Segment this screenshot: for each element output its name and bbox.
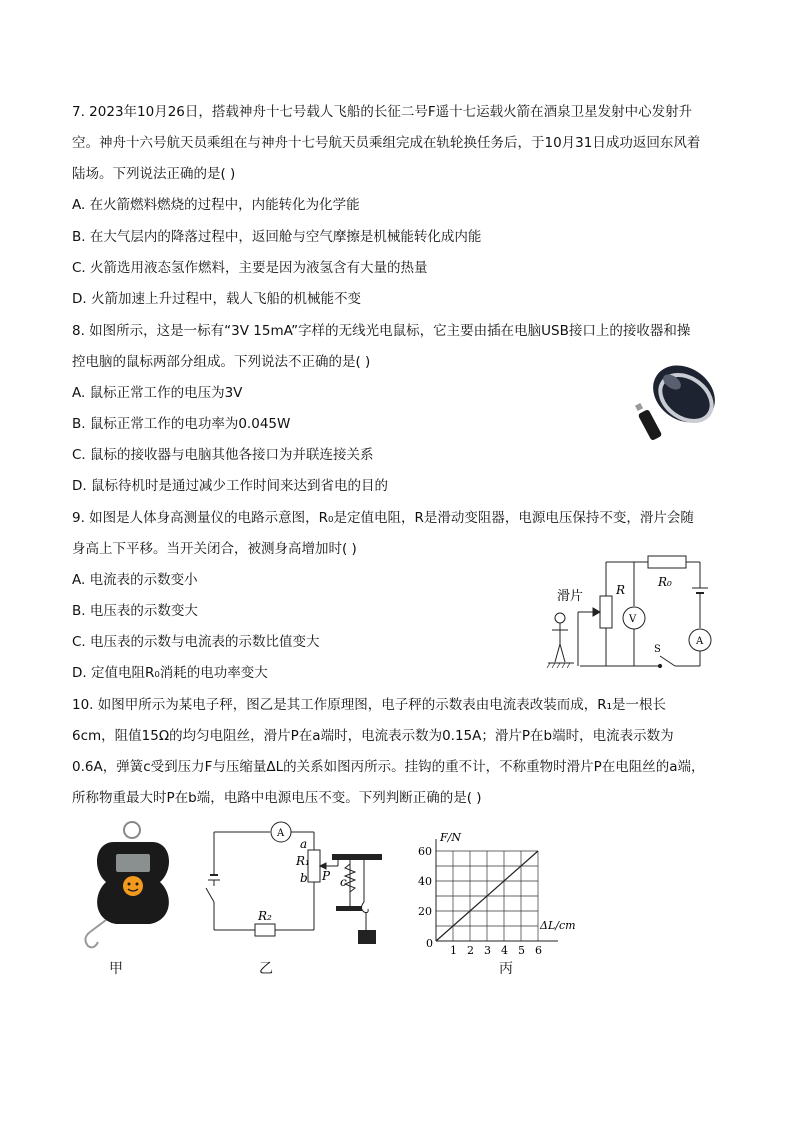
q10-stem-line-3: 0.6A，弹簧c受到压力F与压缩量ΔL的关系如图丙所示。挂钩的重不计，不称重物时滑片P在电阻丝的a端， xyxy=(72,759,705,775)
x-tick-label: 5 xyxy=(518,944,525,955)
q8-option-a: A. 鼠标正常工作的电压为3V xyxy=(72,385,243,401)
x-tick-label: 6 xyxy=(535,944,542,955)
ammeter-label: A xyxy=(696,636,704,647)
caption-bing: 丙 xyxy=(499,961,513,977)
q9-option-a: A. 电流表的示数变小 xyxy=(72,572,198,588)
x-tick-label: 3 xyxy=(484,944,491,955)
q7-stem-line-3: 陆场。下列说法正确的是( ) xyxy=(72,166,236,182)
q8-option-b: B. 鼠标正常工作的电功率为0.045W xyxy=(72,416,291,432)
y-tick-label: 20 xyxy=(418,905,432,918)
q9-option-c: C. 电压表的示数与电流表的示数比值变大 xyxy=(72,634,320,650)
q7-option-c: C. 火箭选用液态氢作燃料，主要是因为液氢含有大量的热量 xyxy=(72,260,428,276)
q9-stem-line-2: 身高上下平移。当开关闭合，被测身高增加时( ) xyxy=(72,541,357,557)
q8-option-c: C. 鼠标的接收器与电脑其他各接口为并联连接关系 xyxy=(72,447,374,463)
c-label: c xyxy=(340,875,347,889)
q7-option-b: B. 在大气层内的降落过程中，返回舱与空气摩擦是机械能转化成内能 xyxy=(72,229,482,245)
q8-option-d: D. 鼠标待机时是通过减少工作时间来达到省电的目的 xyxy=(72,478,388,494)
q8-stem-line-2: 控电脑的鼠标两部分组成。下列说法不正确的是( ) xyxy=(72,354,371,370)
caption-yi: 乙 xyxy=(259,961,273,977)
caption-jia: 甲 xyxy=(109,961,123,977)
y-axis-label: F/N xyxy=(440,831,461,844)
r1-label: R₁ xyxy=(296,854,310,868)
b-end-label: b xyxy=(300,871,308,885)
a-end-label: a xyxy=(300,837,308,851)
x-tick-label: 1 xyxy=(450,944,457,955)
height-meter-circuit xyxy=(530,548,730,678)
y-tick-label: 60 xyxy=(418,845,432,858)
q10-stem-line-2: 6cm，阻值15Ω的均匀电阻丝，滑片P在a端时，电流表示数为0.15A；滑片P在b端时，电流表示数为 xyxy=(72,728,674,744)
ammeter-label-b: A xyxy=(277,828,285,839)
q7-stem-line-1: 7. 2023年10月26日，搭载神舟十七号载人飞船的长征二号F遥十七运载火箭在酒泉卫星发射中心发射升 xyxy=(72,104,693,120)
resistor-r2 xyxy=(255,924,275,936)
q9-option-d: D. 定值电阻R₀消耗的电功率变大 xyxy=(72,665,268,681)
wireless-mouse-image xyxy=(622,360,722,442)
q7-stem-line-2: 空。神舟十六号航天员乘组在与神舟十七号航天员乘组完成在轨轮换任务后，于10月31日成功返回东风着 xyxy=(72,135,701,151)
q9-option-b: B. 电压表的示数变大 xyxy=(72,603,198,619)
q7-option-d: D. 火箭加速上升过程中，载人飞船的机械能不变 xyxy=(72,291,361,307)
origin-label: 0 xyxy=(426,937,433,950)
r0-label: R₀ xyxy=(658,575,672,589)
scale-circuit xyxy=(200,820,400,950)
switch-label: S xyxy=(654,644,661,655)
rheostat-r xyxy=(600,596,612,628)
x-tick-label: 2 xyxy=(467,944,474,955)
x-tick-label: 4 xyxy=(501,944,508,955)
r2-label: R₂ xyxy=(258,909,272,923)
resistor-r0 xyxy=(648,556,686,568)
q10-stem-line-1: 10. 如图甲所示为某电子秤，图乙是其工作原理图，电子秤的示数表由电流表改装而成，R₁是一根长 xyxy=(72,697,667,713)
q8-stem-line-1: 8. 如图所示，这是一标有“3V 15mA”字样的无线光电鼠标，它主要由插在电脑USB接口上的接收器和操 xyxy=(72,323,691,339)
electronic-scale-image xyxy=(74,820,184,955)
r-label: R xyxy=(616,583,626,597)
force-compression-chart xyxy=(410,825,590,955)
q7-option-a: A. 在火箭燃料燃烧的过程中，内能转化为化学能 xyxy=(72,197,360,213)
slider-label: 滑片 xyxy=(557,589,584,604)
q9-stem-line-1: 9. 如图是人体身高测量仪的电路示意图，R₀是定值电阻，R是滑动变阻器，电源电压保持不变，滑片会随 xyxy=(72,510,694,526)
voltmeter-label: V xyxy=(629,614,637,625)
x-axis-label: ΔL/cm xyxy=(540,919,576,932)
p-label: P xyxy=(322,869,331,883)
q10-stem-line-4: 所称物重最大时P在b端，电路中电源电压不变。下列判断正确的是( ) xyxy=(72,790,482,806)
y-tick-label: 40 xyxy=(418,875,432,888)
